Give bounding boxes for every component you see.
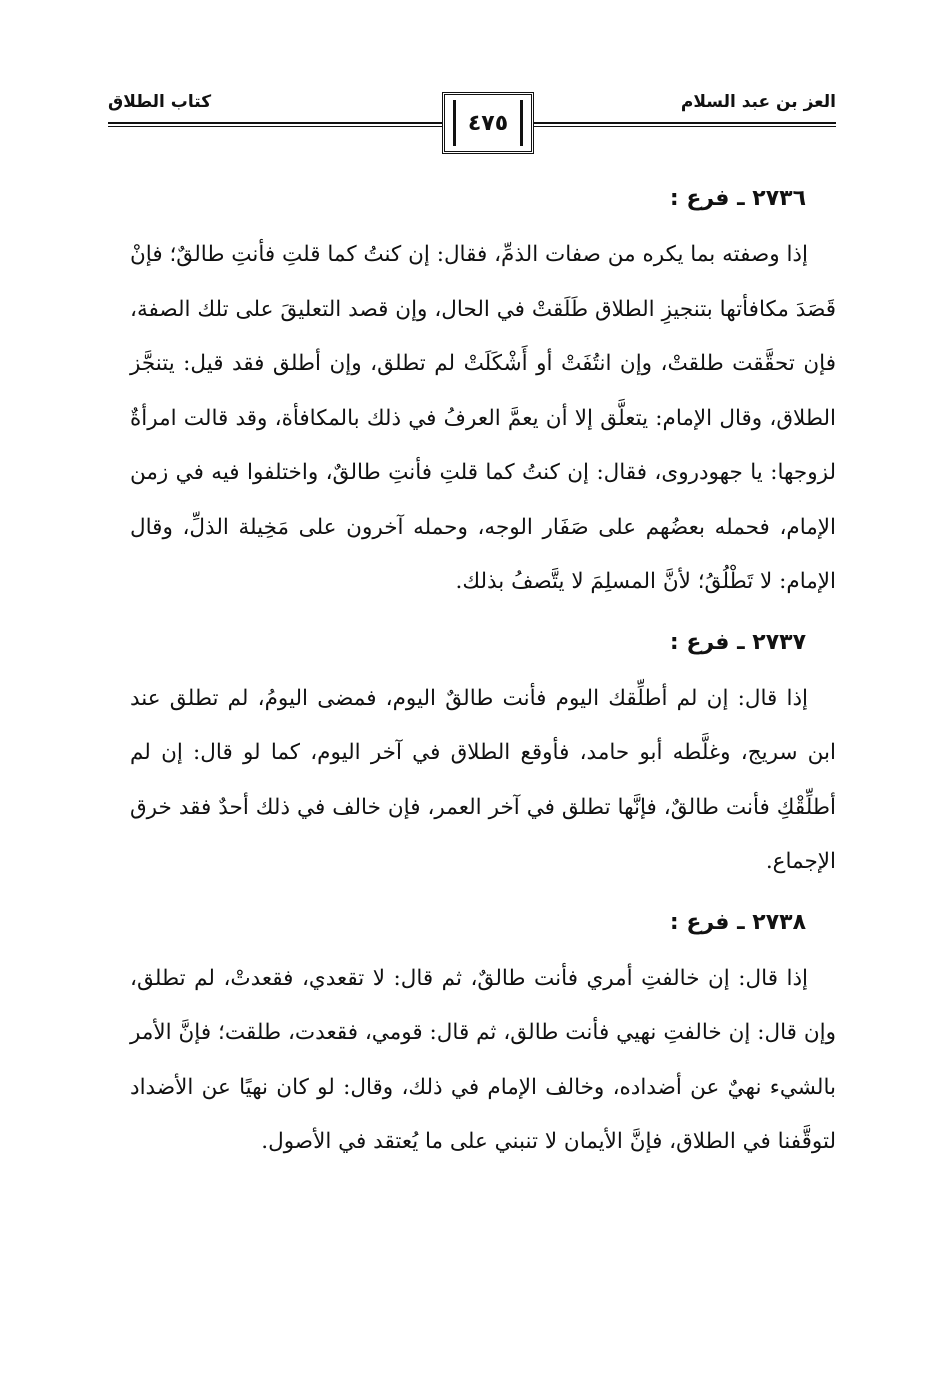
section-heading: ٢٧٣٦ ـ فرع : xyxy=(669,186,806,211)
section-paragraph: إذا قال: إن خالفتِ أمري فأنت طالقٌ، ثم قال: لا تقعدي، فقعدتْ، لم تطلق، وإن قال: إن خالفتِ نهيي فأنت طالق، ثم قال: قومي، فقعدت، طلقت؛ فإنَّ الأمر بالشيء نهيٌ عن أضداده، وخالف الإمام في ذلك، وقال: لو كان نهيًا عن الأضداد لتوقَّفنا في الطلاق، فإنَّ الأيمان لا تنبني على ما يُعتقد في الأصول. xyxy=(130,965,836,1154)
running-header xyxy=(108,88,836,168)
section-paragraph: إذا قال: إن لم أطلِّقك اليوم فأنت طالقٌ اليوم، فمضى اليومُ، لم تطلق عند ابن سريج، وغلَّطه أبو حامد، فأوقع الطلاق في آخر اليوم، كما لو قال: إن لم أطلِّقْكِ فأنت طالقٌ، فإنَّها تطلق في آخر العمر، فإن خالف في ذلك أحدٌ فقد خرق الإجماع. xyxy=(130,685,836,874)
header-author: العز بن عبد السلام xyxy=(680,92,836,112)
page-number-frame xyxy=(442,92,534,154)
section-2736 xyxy=(130,178,836,610)
page-number: ٤٧٥ xyxy=(453,100,523,146)
section-heading: ٢٧٣٨ ـ فرع : xyxy=(669,909,806,935)
section-gap xyxy=(130,890,836,902)
section-2737 xyxy=(130,622,836,890)
section-heading: ٢٧٣٧ ـ فرع : xyxy=(669,629,806,655)
section-paragraph: إذا وصفته بما يكره من صفات الذمِّ، فقال: إن كنتُ كما قلتِ فأنتِ طالقٌ؛ فإنْ قَصَدَ مكافأتها بتنجيزِ الطلاق طَلَقتْ في الحال، وإن قصد التعليقَ على تلك الصفة، فإن تحقَّقت طلقتْ، وإن انتُفَتْ أو أَشْكَلَتْ لم تطلق، وإن أطلق فقد قيل: يتنجَّز الطلاق، وقال الإمام: يتعلَّق إلا أن يعمَّ العرفُ في ذلك بالمكافأة، وقد قالت امرأةٌ لزوجها: يا جهودروى، فقال: إن كنتُ كما قلتِ فأنتِ طالقٌ، واختلفوا فيه في زمن الإمام، فحمله بعضُهم على صَفَار الوجه، وحمله آخرون على مَخِيلة الذلِّ، وقال الإمام: لا تَطْلُقُ؛ لأنَّ المسلِمَ لا يتَّصفُ بذلك. xyxy=(130,242,836,594)
header-book-section: كتاب الطلاق xyxy=(108,92,212,112)
section-2738 xyxy=(130,902,836,1170)
section-gap xyxy=(130,610,836,622)
page-body xyxy=(130,178,836,1170)
